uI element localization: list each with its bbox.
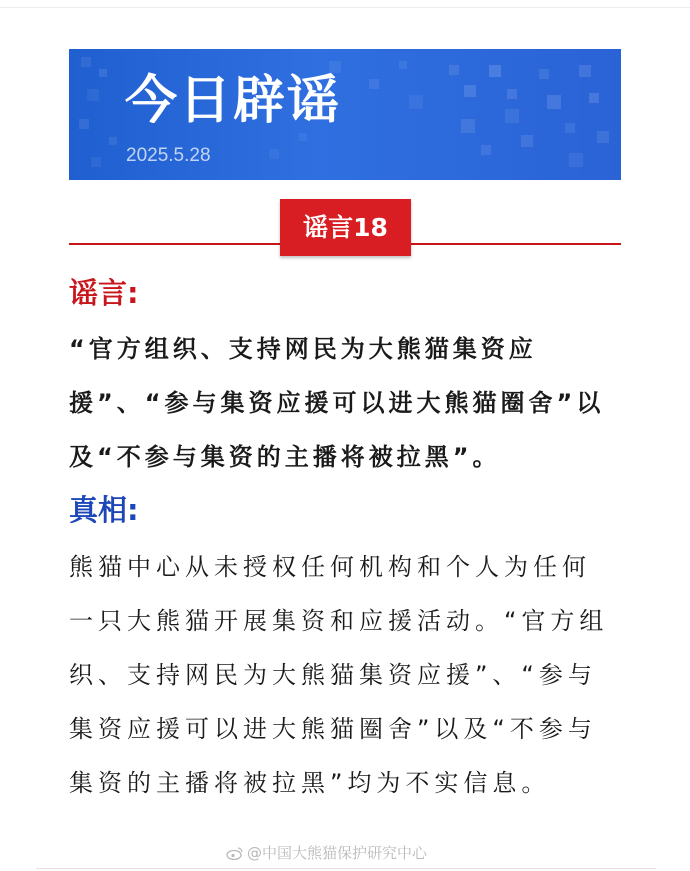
truth-line: 集资应援可以进大熊猫圈舍”以及“不参与 <box>69 715 597 743</box>
truth-line: 织、支持网民为大熊猫集资应援”、“参与 <box>69 661 597 689</box>
rumor-text <box>69 322 629 484</box>
top-divider <box>0 7 690 8</box>
banner-title: 今日辟谣 <box>125 71 342 131</box>
bottom-divider <box>36 868 656 869</box>
truth-line: 熊猫中心从未授权任何机构和个人为任何 <box>69 553 591 581</box>
rumor-line: “官方组织、支持网民为大熊猫集资应 <box>69 335 537 363</box>
rumor-number-tag: 谣言18 <box>280 199 411 256</box>
truth-heading: 真相: <box>69 493 139 527</box>
truth-text <box>69 540 629 810</box>
watermark-text: @中国大熊猫保护研究中心 <box>247 844 428 862</box>
banner-date: 2025.5.28 <box>126 145 211 166</box>
rumor-line: 援”、“参与集资应援可以进大熊猫圈舍”以 <box>69 389 605 417</box>
rumor-line: 及“不参与集资的主播将被拉黑”。 <box>69 443 501 471</box>
truth-line: 集资的主播将被拉黑”均为不实信息。 <box>69 769 551 797</box>
rumor-heading: 谣言: <box>69 276 139 310</box>
header-banner <box>69 49 621 180</box>
weibo-watermark <box>226 843 427 863</box>
truth-line: 一只大熊猫开展集资和应援活动。“官方组 <box>69 607 609 635</box>
weibo-icon <box>226 846 244 860</box>
